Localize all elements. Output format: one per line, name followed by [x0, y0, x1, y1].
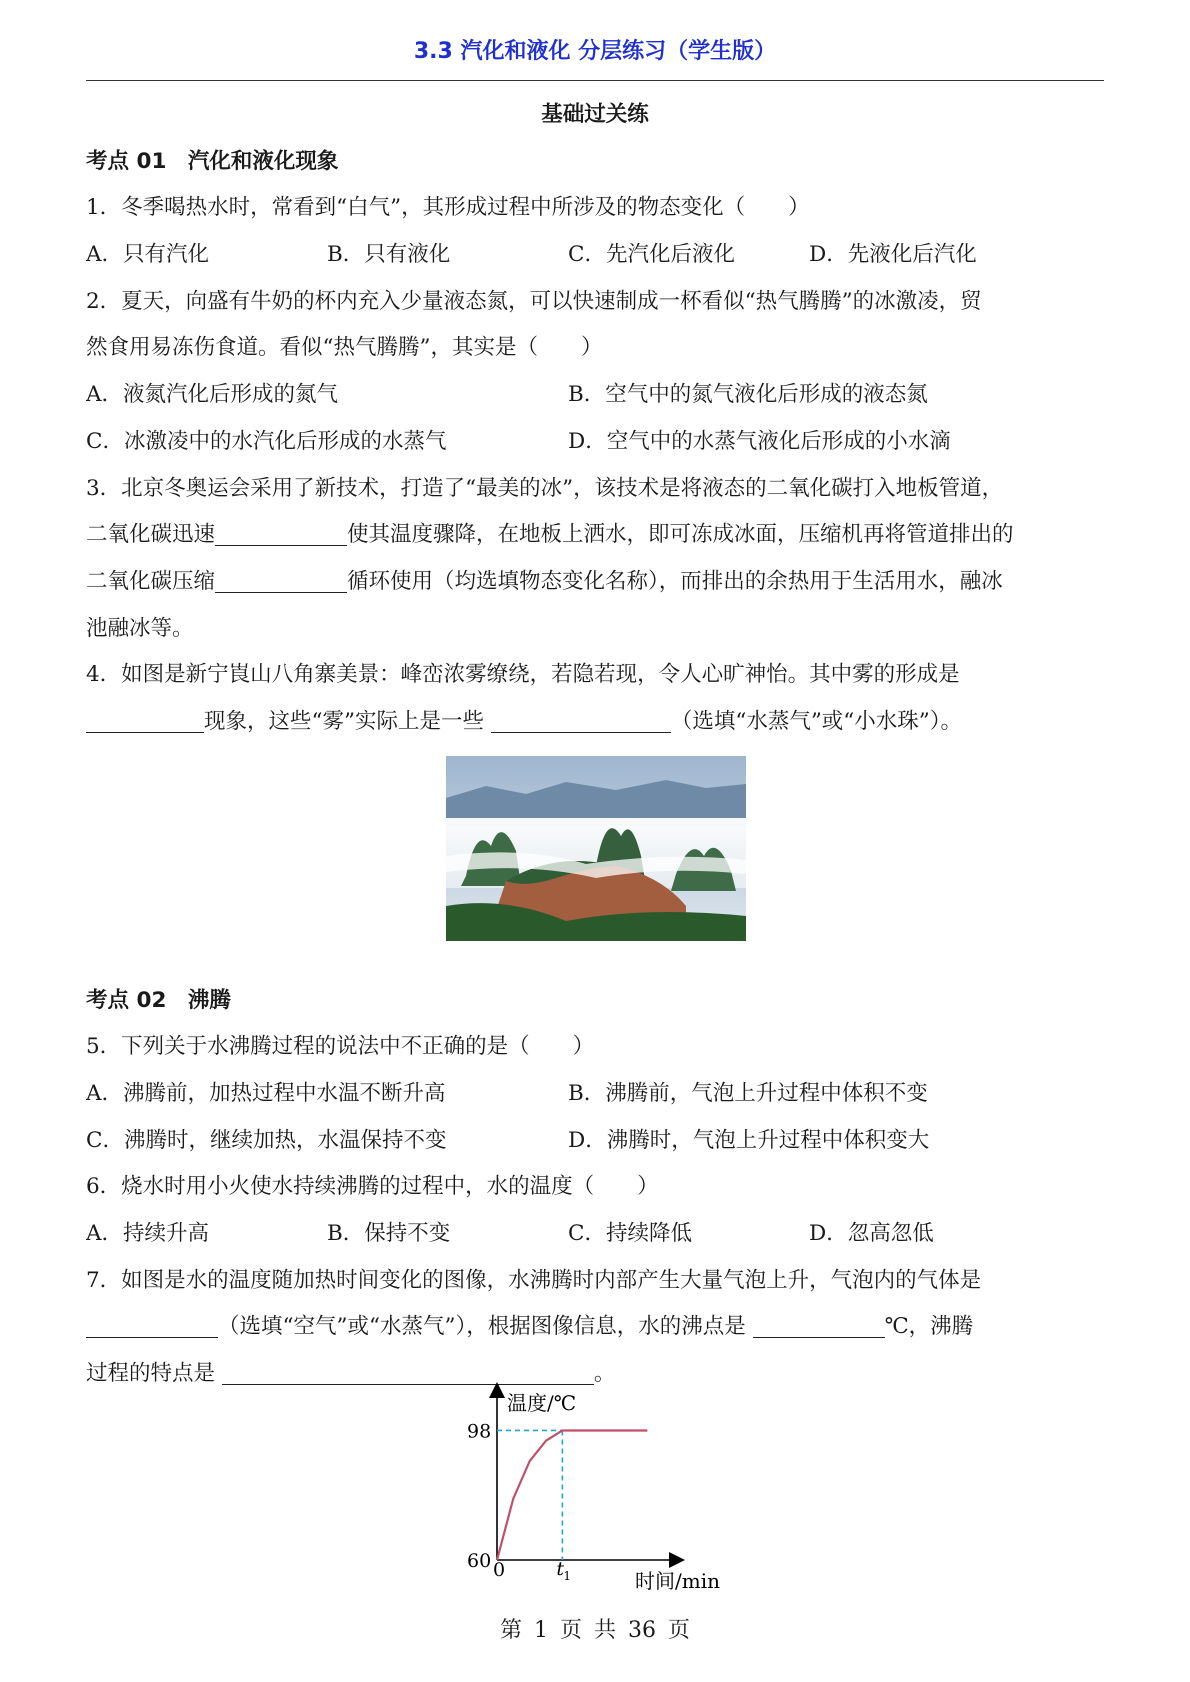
- q1-option-a: A．只有汽化: [86, 242, 210, 268]
- q5-stem: 5．下列关于水沸腾过程的说法中不正确的是（ ）: [86, 1034, 595, 1060]
- footer-total-pages: 36: [628, 1618, 657, 1643]
- q7-blank-1[interactable]: [86, 1313, 218, 1338]
- q3-text-c: 二氧化碳压缩: [86, 568, 216, 594]
- q3-blank-2[interactable]: [215, 568, 347, 593]
- q3-line1: 3．北京冬奥运会采用了新技术，打造了“最美的冰”，该技术是将液态的二氧化碳打入地板管道，: [86, 475, 1004, 501]
- footer-di: 第: [499, 1618, 522, 1643]
- header-rule: [86, 80, 1104, 81]
- q1-option-d: D．先液化后汽化: [809, 242, 977, 268]
- q2-option-d: D．空气中的水蒸气液化后形成的小水滴: [568, 428, 951, 454]
- q2-stem-line1: 2．夏天，向盛有牛奶的杯内充入少量液态氮，可以快速制成一杯看似“热气腾腾”的冰激凌，贸: [86, 288, 982, 314]
- y-tick-98: 98: [467, 1420, 492, 1443]
- q3-text-b: 使其温度骤降，在地板上洒水，即可冻成冰面，压缩机再将管道排出的: [347, 522, 1014, 548]
- document-body: [86, 92, 1104, 1398]
- q7-blank-2[interactable]: [753, 1313, 885, 1338]
- q3-line2: [86, 512, 1104, 559]
- q7-text-a: （选填“空气”或“水蒸气”），根据图像信息，水的沸点是: [218, 1314, 746, 1340]
- temperature-curve: [497, 1431, 647, 1561]
- q5-option-a: A．沸腾前，加热过程中水温不断升高: [86, 1081, 446, 1106]
- q2-options-row1: [86, 372, 1104, 419]
- footer-gong: 共: [594, 1618, 617, 1643]
- q6-option-d: D．忽高忽低: [809, 1221, 934, 1247]
- q4-blank-1[interactable]: [86, 708, 204, 733]
- q7-line1: 7．如图是水的温度随加热时间变化的图像，水沸腾时内部产生大量气泡上升，气泡内的气体是: [86, 1267, 982, 1293]
- page-title: 3.3 汽化和液化 分层练习（学生版）: [413, 39, 777, 64]
- q2-option-a: A．液氮汽化后形成的氮气: [86, 382, 339, 408]
- q5-options-row2: [86, 1118, 1104, 1165]
- langshan-fog-photo: [446, 756, 746, 941]
- q3-text-a: 二氧化碳迅速: [86, 522, 216, 548]
- page-footer: [0, 1613, 1190, 1644]
- q6-option-a: A．持续升高: [86, 1221, 210, 1247]
- q1-option-b: B．只有液化: [327, 242, 451, 268]
- point-01-title: 考点 01 汽化和液化现象: [86, 148, 339, 174]
- q4-line2: [86, 699, 1104, 746]
- y-tick-60: 60: [467, 1550, 492, 1572]
- x-tick-t1: t: [556, 1558, 565, 1580]
- footer-page-number: 1: [533, 1618, 548, 1643]
- q5-option-d: D．沸腾时，气泡上升过程中体积变大: [568, 1127, 930, 1153]
- q4-line1: 4．如图是新宁崀山八角寨美景：峰峦浓雾缭绕，若隐若现，令人心旷神怡。其中雾的形成是: [86, 662, 960, 688]
- q7-text-d: 。: [593, 1361, 616, 1387]
- origin-label: 0: [493, 1559, 506, 1581]
- q7-text-b: ℃，沸腾: [884, 1314, 974, 1340]
- temperature-time-graph: [455, 1382, 745, 1594]
- footer-ye-2: 页: [668, 1618, 691, 1643]
- q5-option-b: B．沸腾前，气泡上升过程中体积不变: [568, 1081, 928, 1106]
- q1-options: [86, 232, 1104, 279]
- q4-blank-2[interactable]: [491, 708, 671, 733]
- footer-ye: 页: [559, 1618, 582, 1643]
- q7-text-c: 过程的特点是: [86, 1361, 216, 1387]
- q3-line4: 池融冰等。: [86, 615, 194, 641]
- q4-text-a: 现象，这些“雾”实际上是一些: [204, 708, 484, 734]
- q5-option-c: C．沸腾时，继续加热，水温保持不变: [86, 1127, 447, 1153]
- section-title: 基础过关练: [541, 102, 649, 127]
- y-axis-label: 温度/℃: [507, 1391, 577, 1415]
- q6-stem: 6．烧水时用小火使水持续沸腾的过程中，水的温度（ ）: [86, 1174, 659, 1200]
- q2-options-row2: [86, 419, 1104, 466]
- q2-option-b: B．空气中的氮气液化后形成的液态氮: [568, 382, 928, 408]
- q7-line2: [86, 1304, 1104, 1351]
- q6-option-b: B．保持不变: [327, 1221, 451, 1247]
- q6-options: [86, 1211, 1104, 1258]
- q1-stem: 1．冬季喝热水时，常看到“白气”，其形成过程中所涉及的物态变化（ ）: [86, 195, 810, 221]
- q1-option-c: C．先汽化后液化: [568, 242, 735, 268]
- q3-text-d: 循环使用（均选填物态变化名称），而排出的余热用于生活用水，融冰: [347, 568, 1003, 594]
- q2-option-c: C．冰激凌中的水汽化后形成的水蒸气: [86, 428, 447, 454]
- x-axis-label: 时间/min: [635, 1569, 720, 1593]
- point-02-title: 考点 02 沸腾: [86, 987, 231, 1013]
- q2-stem-line2: 然食用易冻伤食道。看似“热气腾腾”，其实是（ ）: [86, 335, 603, 361]
- q4-text-b: （选填“水蒸气”或“小水珠”）。: [670, 708, 963, 734]
- x-tick-t1-subscript: 1: [563, 1569, 572, 1583]
- q5-options-row1: [86, 1071, 1104, 1118]
- q3-line3: [86, 559, 1104, 606]
- q3-blank-1[interactable]: [215, 521, 347, 546]
- q6-option-c: C．持续降低: [568, 1221, 692, 1247]
